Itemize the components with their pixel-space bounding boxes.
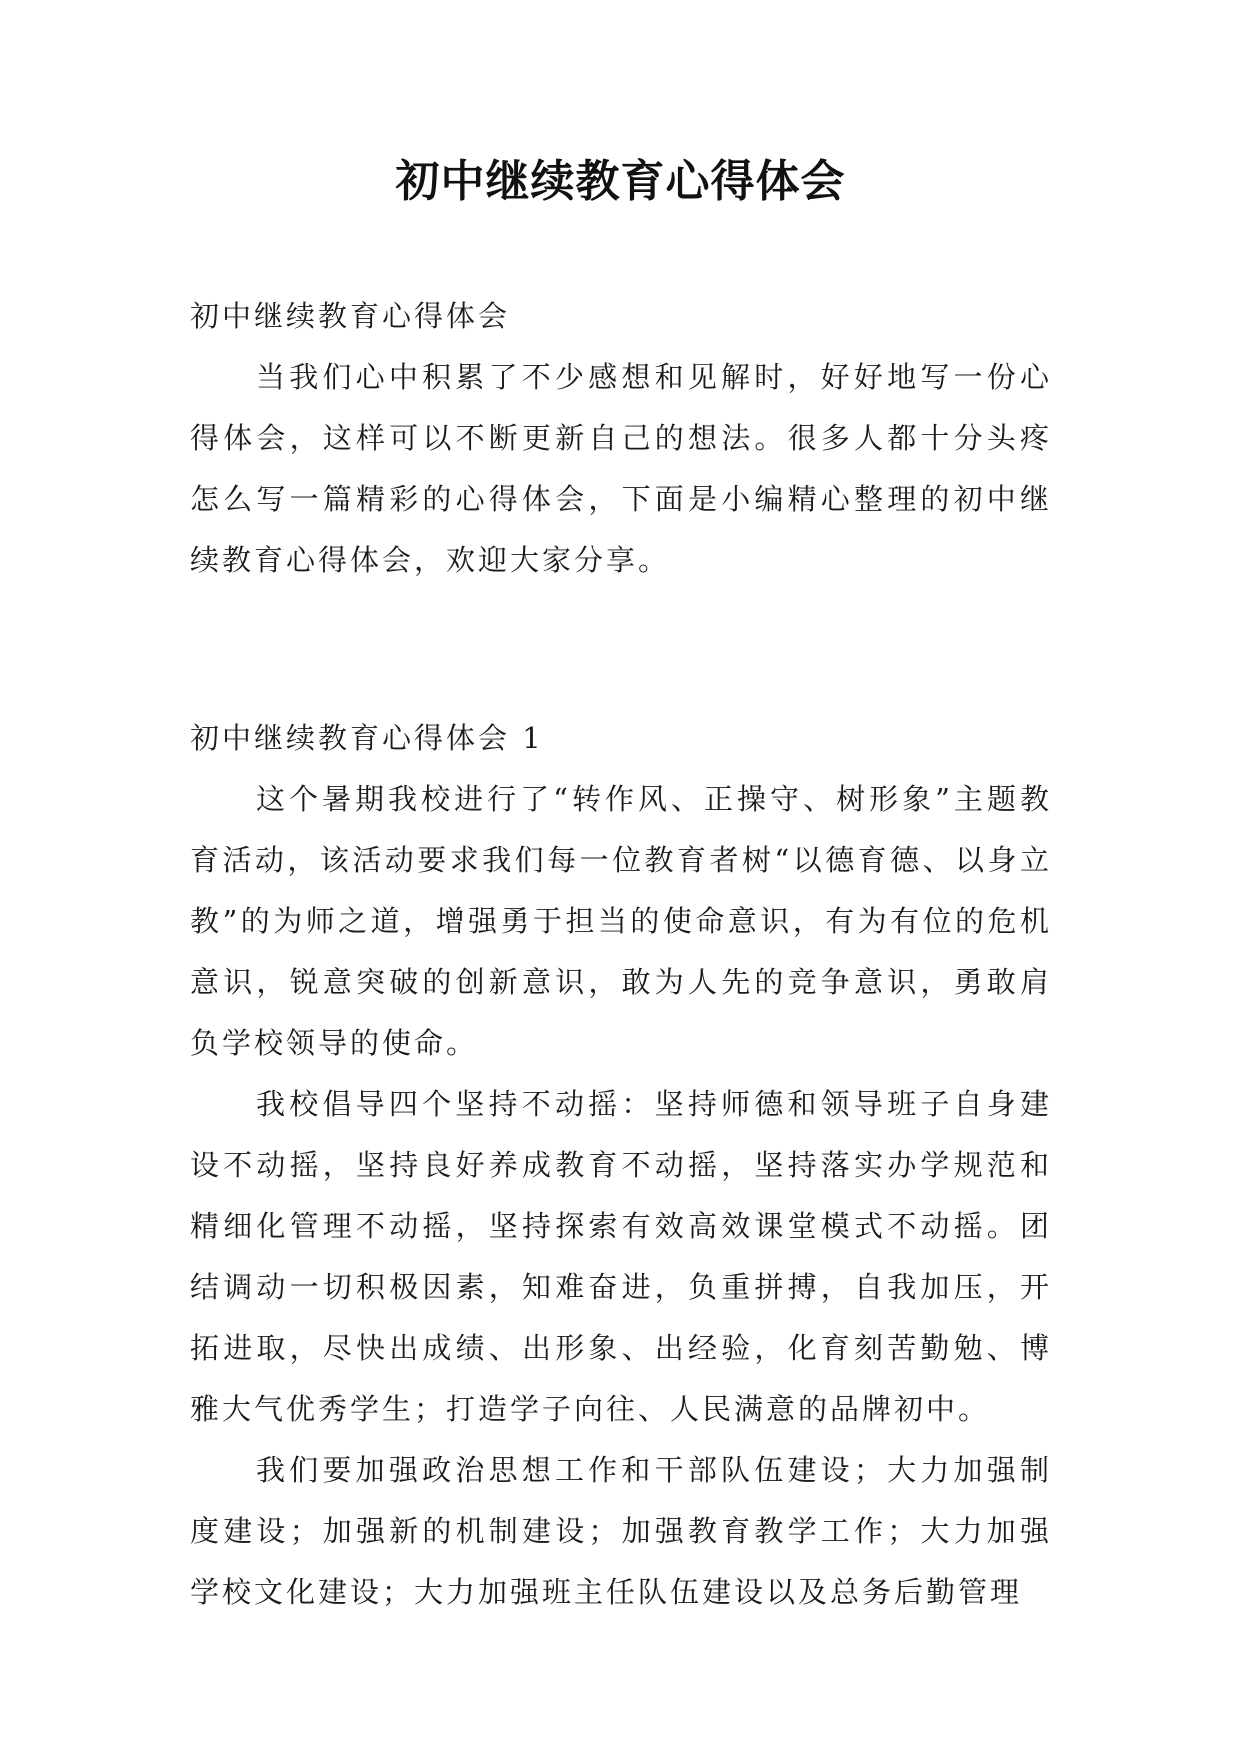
- document-body: [190, 286, 1052, 1623]
- section-paragraph: 这个暑期我校进行了“转作风、正操守、树形象”主题教育活动，该活动要求我们每一位教育者树“以德育德、以身立教”的为师之道，增强勇于担当的使命意识，有为有位的危机意识，锐意突破的创新意识，敢为人先的竞争意识，勇敢肩负学校领导的使命。: [190, 782, 1052, 1060]
- section-paragraph: 我校倡导四个坚持不动摇：坚持师德和领导班子自身建设不动摇，坚持良好养成教育不动摇，坚持落实办学规范和精细化管理不动摇，坚持探索有效高效课堂模式不动摇。团结调动一切积极因素，知难奋进，负重拼搏，自我加压，开拓进取，尽快出成绩、出形象、出经验，化育刻苦勤勉、博雅大气优秀学生；打造学子向往、人民满意的品牌初中。: [190, 1087, 1052, 1426]
- section-paragraph: 我们要加强政治思想工作和干部队伍建设；大力加强制度建设；加强新的机制建设；加强教育教学工作；大力加强学校文化建设；大力加强班主任队伍建设以及总务后勤管理: [190, 1453, 1052, 1609]
- intro-paragraph: 当我们心中积累了不少感想和见解时，好好地写一份心得体会，这样可以不断更新自己的想法。很多人都十分头疼怎么写一篇精彩的心得体会，下面是小编精心整理的初中继续教育心得体会，欢迎大家分享。: [190, 360, 1052, 577]
- document-title: 初中继续教育心得体会: [395, 156, 846, 207]
- intro-heading: 初中继续教育心得体会: [190, 299, 511, 333]
- section-spacer: [190, 591, 1052, 708]
- section-heading: 初中继续教育心得体会 1: [190, 721, 544, 755]
